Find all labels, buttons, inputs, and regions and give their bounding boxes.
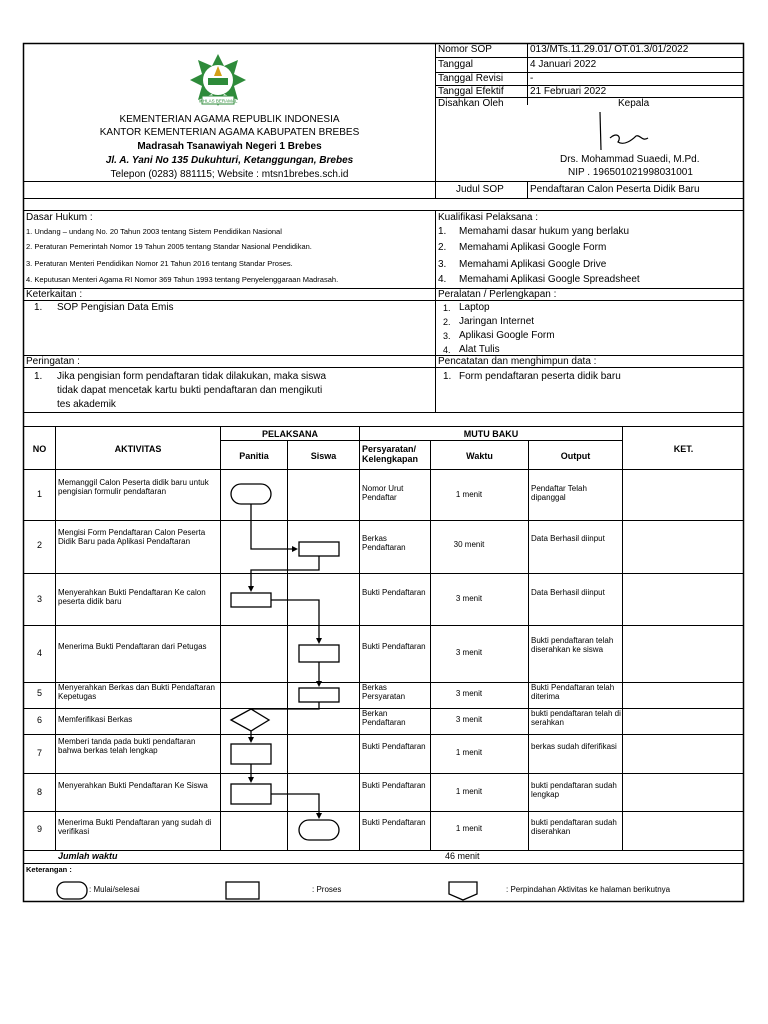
row-waktu: 1 menit	[455, 787, 483, 796]
peringatan-line: Jika pengisian form pendaftaran tidak dilakukan, maka siswa	[57, 371, 327, 382]
efektif-value: 21 Februari 2022	[530, 86, 607, 97]
signature-mark	[600, 112, 648, 150]
flow-end-terminator	[299, 820, 339, 840]
row-waktu: 1 menit	[455, 824, 483, 833]
header-panitia: Panitia	[239, 451, 269, 461]
tanggal-label: Tanggal	[438, 59, 474, 70]
row-persyaratan: Nomor Urut Pendaftar	[362, 484, 404, 503]
row-no: 8	[36, 787, 42, 797]
row-persyaratan: Bukti Pendaftaran	[362, 781, 426, 790]
row-output: Data Berhasil diinput	[531, 534, 605, 543]
row-waktu: 1 menit	[455, 748, 483, 757]
dasar-hukum-title: Dasar Hukum :	[26, 212, 93, 223]
row-persyaratan: Bukti Pendaftaran	[362, 642, 426, 651]
row-no: 7	[36, 748, 42, 758]
row-waktu: 3 menit	[455, 594, 483, 603]
row-output: berkas sudah diferifikasi	[531, 742, 617, 751]
ministry-name: KEMENTERIAN AGAMA REPUBLIK INDONESIA	[119, 114, 340, 125]
row-output: bukti pendaftaran telah di serahkan	[531, 709, 621, 728]
row-persyaratan: Berkan Pendaftaran	[362, 709, 406, 728]
header-siswa: Siswa	[310, 451, 337, 461]
header-waktu: Waktu	[466, 451, 493, 461]
signer-name: Drs. Mohammad Suaedi, M.Pd.	[560, 154, 700, 165]
peralatan-num: 1.	[443, 303, 451, 313]
row-no: 6	[36, 715, 42, 725]
header-persyaratan: Persyaratan/ Kelengkapan	[362, 444, 419, 464]
peralatan-num: 3.	[443, 331, 451, 341]
row-no: 5	[36, 688, 42, 698]
legend-proses-label: : Proses	[312, 885, 342, 894]
flow-decision-6	[231, 709, 269, 731]
logo-motto: IKHLAS BERAMAL	[198, 98, 238, 104]
peringatan-title: Peringatan :	[26, 356, 80, 367]
row-persyaratan: Berkas Persyaratan	[362, 683, 406, 702]
legend-mulai-label: : Mulai/selesai	[89, 885, 140, 894]
legend-offpage-shape	[449, 882, 477, 900]
row-output: Pendaftar Telah dipanggal	[531, 484, 587, 503]
signer-nip: NIP . 196501021998031001	[568, 167, 693, 178]
tanggal-value: 4 Januari 2022	[530, 59, 597, 70]
kualifikasi-num: 4.	[438, 274, 447, 285]
pencatatan-item: Form pendaftaran peserta didik baru	[459, 371, 621, 382]
row-output: Bukti Pendaftaran telah diterima	[531, 683, 615, 702]
kualifikasi-item: Memahami Aplikasi Google Spreadsheet	[459, 274, 640, 285]
row-persyaratan: Berkas Pendaftaran	[362, 534, 406, 553]
kualifikasi-item: Memahami Aplikasi Google Drive	[459, 259, 607, 270]
flow-process-7	[231, 744, 271, 764]
header-output: Output	[560, 451, 591, 461]
flow-process-5	[299, 688, 339, 702]
row-aktivitas: Menyerahkan Bukti Pendaftaran Ke calon peserta didik baru	[58, 588, 206, 607]
peringatan-line: tidak dapat mencetak kartu bukti pendaftaran dan mengikuti	[57, 385, 323, 396]
header-no: NO	[32, 444, 47, 454]
kualifikasi-num: 1.	[438, 226, 447, 237]
dasar-hukum-item: 3. Peraturan Menteri Pendidikan Nomor 21 Tahun 2016 tentang Standar Proses.	[26, 259, 293, 268]
nomor-sop-value: 013/MTs.11.29.01/ OT.01.3/01/2022	[530, 44, 689, 55]
dasar-hukum-item: 4. Keputusan Menteri Agama RI Nomor 369 Tahun 1993 tentang Penyelenggaraan Madrasah.	[26, 275, 339, 284]
flow-process-4	[299, 645, 339, 662]
row-aktivitas: Menerima Bukti Pendaftaran dari Petugas	[58, 642, 207, 651]
keterkaitan-item: SOP Pengisian Data Emis	[57, 302, 174, 313]
efektif-label: Tanggal Efektif	[438, 86, 504, 97]
keterkaitan-num: 1.	[34, 302, 43, 313]
dasar-hukum-item: 1. Undang – undang No. 20 Tahun 2003 tentang Sistem Pendidikan Nasional	[26, 227, 282, 236]
row-aktivitas: Mengisi Form Pendaftaran Calon Peserta Didik Baru pada Aplikasi Pendaftaran	[58, 528, 206, 547]
row-waktu: 3 menit	[455, 715, 483, 724]
jumlah-waktu-value: 46 menit	[445, 851, 480, 861]
row-aktivitas: Menyerahkan Berkas dan Bukti Pendaftaran Kepetugas	[58, 683, 215, 702]
nomor-sop-label: Nomor SOP	[438, 44, 492, 55]
legend-process-shape	[226, 882, 259, 899]
row-aktivitas: Menyerahkan Bukti Pendaftaran Ke Siswa	[58, 781, 208, 790]
school-name: Madrasah Tsanawiyah Negeri 1 Brebes	[137, 141, 322, 152]
kualifikasi-item: Memahami Aplikasi Google Form	[459, 242, 607, 253]
peralatan-item: Jaringan Internet	[459, 316, 535, 327]
row-no: 3	[36, 594, 42, 604]
row-no: 4	[36, 648, 42, 658]
row-output: Bukti pendaftaran telah diserahkan ke siswa	[531, 636, 614, 655]
kualifikasi-item: Memahami dasar hukum yang berlaku	[459, 226, 630, 237]
header-pelaksana: PELAKSANA	[261, 429, 318, 439]
kemenag-logo-icon	[188, 52, 248, 108]
peralatan-item: Aplikasi Google Form	[459, 330, 555, 341]
row-output: bukti pendaftaran sudah lengkap	[531, 781, 617, 800]
peralatan-title: Peralatan / Perlengkapan :	[438, 289, 557, 300]
flow-start-terminator	[231, 484, 271, 504]
row-aktivitas: Memanggil Calon Peserta didik baru untuk pengisian formulir pendaftaran	[58, 478, 209, 497]
peringatan-line: tes akademik	[57, 399, 116, 410]
header-ket: KET.	[673, 444, 694, 454]
kualifikasi-num: 2.	[438, 242, 447, 253]
pencatatan-title: Pencatatan dan menghimpun data :	[438, 356, 597, 367]
row-waktu: 1 menit	[455, 490, 483, 499]
row-persyaratan: Bukti Pendaftaran	[362, 818, 426, 827]
row-output: Data Berhasil diinput	[531, 588, 605, 597]
keterkaitan-title: Keterkaitan :	[26, 289, 83, 300]
row-no: 1	[36, 489, 42, 499]
school-address: Jl. A. Yani No 135 Dukuhturi, Ketanggungan, Brebes	[105, 155, 354, 166]
row-no: 9	[36, 824, 42, 834]
row-aktivitas: Memberi tanda pada bukti pendaftaran bahwa berkas telah lengkap	[58, 737, 196, 756]
flow-process-8	[231, 784, 271, 804]
legend-terminator-shape	[57, 882, 87, 899]
row-waktu: 3 menit	[455, 648, 483, 657]
peralatan-item: Alat Tulis	[459, 344, 500, 355]
peringatan-num: 1.	[34, 371, 43, 382]
kualifikasi-num: 3.	[438, 259, 447, 270]
office-name: KANTOR KEMENTERIAN AGAMA KABUPATEN BREBES	[99, 127, 360, 138]
judul-value: Pendaftaran Calon Peserta Didik Baru	[530, 184, 700, 195]
jumlah-waktu-label: Jumlah waktu	[58, 851, 118, 861]
row-persyaratan: Bukti Pendaftaran	[362, 742, 426, 751]
legend-perpindahan-label: : Perpindahan Aktivitas ke halaman berikutnya	[506, 885, 671, 894]
dasar-hukum-item: 2. Peraturan Pemerintah Nomor 19 Tahun 2005 tentang Standar Nasional Pendidikan.	[26, 242, 312, 251]
peralatan-item: Laptop	[459, 302, 490, 313]
row-aktivitas: Menerima Bukti Pendaftaran yang sudah di verifikasi	[58, 818, 212, 837]
row-waktu: 3 menit	[455, 689, 483, 698]
header-aktivitas: AKTIVITAS	[114, 444, 162, 454]
row-persyaratan: Bukti Pendaftaran	[362, 588, 426, 597]
legend-title: Keterangan :	[26, 865, 72, 874]
revisi-label: Tanggal Revisi	[438, 73, 504, 84]
row-output: bukti pendaftaran sudah diserahkan	[531, 818, 617, 837]
kualifikasi-title: Kualifikasi Pelaksana :	[438, 212, 539, 223]
judul-label: Judul SOP	[456, 184, 504, 195]
flow-process-2	[299, 542, 339, 556]
disahkan-role: Kepala	[618, 98, 650, 109]
school-contact: Telepon (0283) 881115; Website : mtsn1brebes.sch.id	[110, 169, 349, 180]
revisi-value: -	[530, 73, 534, 84]
peralatan-num: 4.	[443, 345, 451, 355]
disahkan-label: Disahkan Oleh	[438, 98, 504, 109]
row-no: 2	[36, 540, 42, 550]
peralatan-num: 2.	[443, 317, 451, 327]
pencatatan-num: 1.	[443, 371, 452, 382]
flow-process-3	[231, 593, 271, 607]
row-aktivitas: Memferifikasi Berkas	[58, 715, 133, 724]
row-waktu: 30 menit	[453, 540, 485, 549]
header-mutu-baku: MUTU BAKU	[463, 429, 519, 439]
